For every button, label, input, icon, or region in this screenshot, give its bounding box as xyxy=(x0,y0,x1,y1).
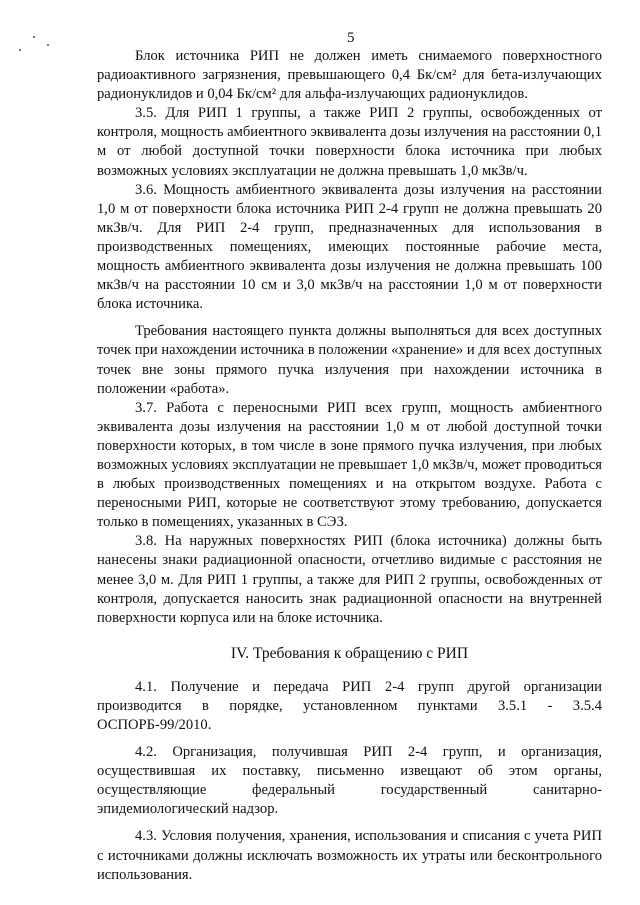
page-number: 5 xyxy=(347,30,355,46)
paragraph-4-2: 4.2. Организация, получившая РИП 2-4 групп, и организация, осуществившая их поставку, письменно извещают об этом органы, осуществляющие федеральный государственный санитарно-эпидемиологический надзор. xyxy=(97,744,602,818)
paragraph-3-5: 3.5. Для РИП 1 группы, а также РИП 2 группы, освобожденных от контроля, мощность амбиентного эквивалента дозы излучения на расстоянии 0,1 м от любой доступной точки поверхности блока источника при любых возможных условиях эксплуатации не должна превышать 1,0 мкЗв/ч. xyxy=(97,105,602,179)
paragraph-requirements: Требования настоящего пункта должны выполняться для всех доступных точек при нахождении источника в положении «хранение» и для всех доступных точек вне зоны прямого пучка излучения при нахождении источника в положении «работа». xyxy=(97,323,602,397)
document-body xyxy=(97,47,602,885)
paragraph-4-1: 4.1. Получение и передача РИП 2-4 групп другой организации производится в порядке, установленном пунктами 3.5.1 - 3.5.4 ОСПОРБ-99/2010. xyxy=(97,678,602,733)
paragraph-3-7: 3.7. Работа с переносными РИП всех групп, мощность амбиентного эквивалента дозы излучения на расстоянии 1,0 м от любой доступной точки поверхности которых, в том числе в зоне прямого пучка излучения, при любых возможных условиях эксплуатации не превышает 1,0 мкЗв/ч, может проводиться в любых производственных помещениях и на открытом воздухе. Работа с переносными РИП, которые не соответствуют этому требованию, допускается только в помещениях, указанных в СЭЗ. xyxy=(97,399,602,531)
paragraph-3-6: 3.6. Мощность амбиентного эквивалента дозы излучения на расстоянии 1,0 м от поверхности блока источника РИП 2-4 групп не должна превышать 20 мкЗв/ч. Для РИП 2-4 групп, предназначенных для использования в производственных помещениях, имеющих постоянные рабочие места, мощность амбиентного эквивалента дозы излучения не должна превышать 100 мкЗв/ч на расстоянии 10 см и 3,0 мкЗв/ч на расстоянии 1,0 м от поверхности блока источника. xyxy=(97,181,602,313)
paragraph: Блок источника РИП не должен иметь снимаемого поверхностного радиоактивного загрязнения, превышающего 0,4 Бк/см² для бета-излучающих радионуклидов и 0,04 Бк/см² для альфа-излучающих радионуклидов. xyxy=(97,48,602,103)
section-title: IV. Требования к обращению с РИП xyxy=(230,644,469,662)
paragraph-4-3: 4.3. Условия получения, хранения, использования и списания с учета РИП с источниками должны исключать возможность их утраты или бесконтрольного использования. xyxy=(97,828,602,883)
paragraph-3-8: 3.8. На наружных поверхностях РИП (блока источника) должны быть нанесены знаки радиационной опасности, отчетливо видимые с расстояния не менее 3,0 м. Для РИП 1 группы, а также для РИП 2 группы, освобожденных от контроля, допускается наносить знак радиационной опасности на внутренней поверхности корпуса или на блоке источника. xyxy=(97,533,602,626)
